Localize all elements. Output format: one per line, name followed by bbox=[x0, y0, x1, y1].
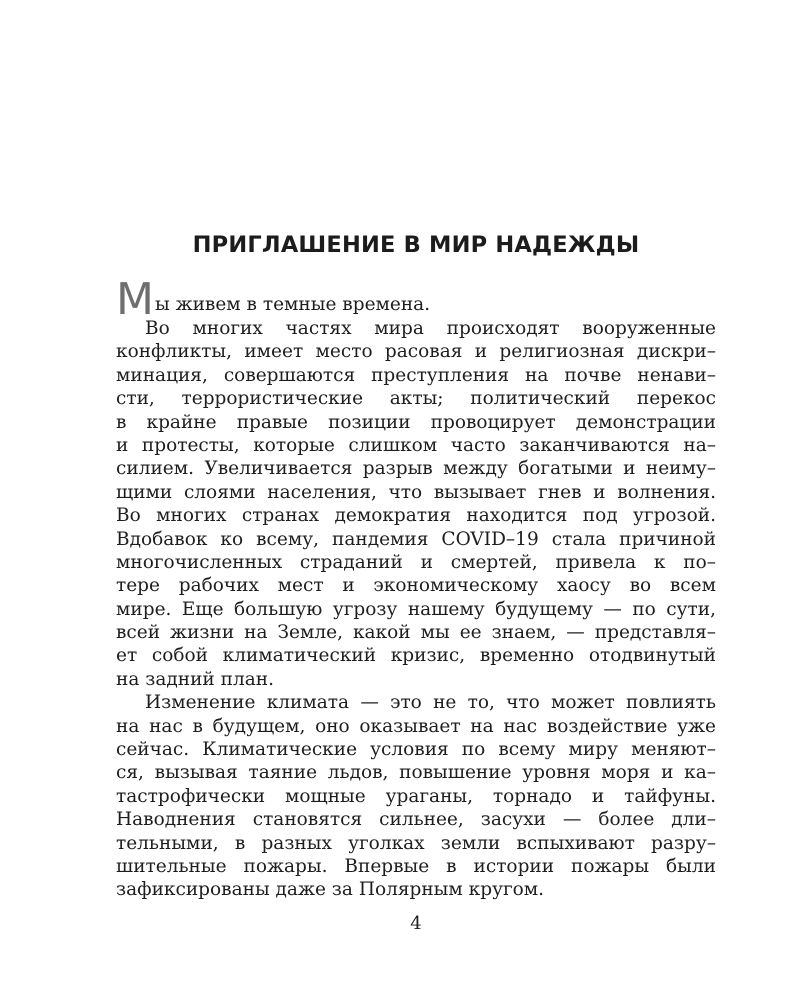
drop-cap: М bbox=[116, 274, 153, 325]
chapter-body bbox=[116, 274, 716, 902]
text-line: тастрофически мощные ураганы, торнадо и тайфуны. bbox=[116, 785, 716, 807]
text-line: Изменение климата — это не то, что может повлиять bbox=[145, 692, 716, 714]
text-line: ся, вызывая таяние льдов, повышение уровня моря и ка– bbox=[116, 762, 716, 784]
text-line: Во многих странах демократия находится под угрозой. bbox=[116, 505, 716, 527]
text-line: Вдобавок ко всему, пандемия COVID–19 стала причиной bbox=[116, 528, 716, 550]
opening-line-text: ы живем в темные времена. bbox=[154, 294, 431, 315]
opening-line bbox=[116, 274, 716, 325]
page-number: 4 bbox=[410, 913, 422, 934]
text-line: ет собой климатический кризис, временно отодвинутый bbox=[116, 645, 716, 667]
paragraph-1 bbox=[116, 317, 716, 691]
text-line: щими слоями населения, что вызывает гнев и волнения. bbox=[116, 481, 716, 503]
text-line: в крайне правые позиции провоцирует демонстрации bbox=[116, 411, 716, 433]
text-line: зафиксированы даже за Полярным кругом. bbox=[116, 879, 545, 901]
paragraph-2 bbox=[116, 691, 716, 902]
text-line: всей жизни на Земле, какой мы ее знаем, — представля– bbox=[116, 622, 716, 644]
text-line: многочисленных страданий и смертей, привела к по– bbox=[116, 551, 716, 573]
text-line: минация, совершаются преступления на почве ненави– bbox=[116, 364, 716, 386]
text-line: Наводнения становятся сильнее, засухи — более дли– bbox=[116, 809, 716, 831]
text-line: шительные пожары. Впервые в истории пожары были bbox=[116, 855, 716, 877]
text-line: тере рабочих мест и экономическому хаосу во всем bbox=[116, 575, 716, 597]
text-line: мире. Еще большую угрозу нашему будущему — по сути, bbox=[116, 598, 716, 620]
chapter-title: ПРИГЛАШЕНИЕ В МИР НАДЕЖДЫ bbox=[192, 232, 640, 258]
text-line: Во многих частях мира происходят вооруженные bbox=[145, 318, 716, 339]
text-line: на нас в будущем, оно оказывает на нас воздействие уже bbox=[116, 715, 716, 737]
text-line: на задний план. bbox=[116, 668, 274, 690]
text-line: силием. Увеличивается разрыв между богатыми и неиму– bbox=[116, 458, 716, 480]
text-line: сти, террористические акты; политический перекос bbox=[116, 388, 716, 410]
text-line: тельными, в разных уголках земли вспыхивают разру– bbox=[116, 832, 716, 854]
text-line: и протесты, которые слишком часто заканчиваются на– bbox=[116, 434, 716, 456]
text-line: сейчас. Климатические условия по всему миру меняют– bbox=[116, 739, 716, 761]
text-line: конфликты, имеет место расовая и религиозная дискри– bbox=[116, 341, 716, 363]
